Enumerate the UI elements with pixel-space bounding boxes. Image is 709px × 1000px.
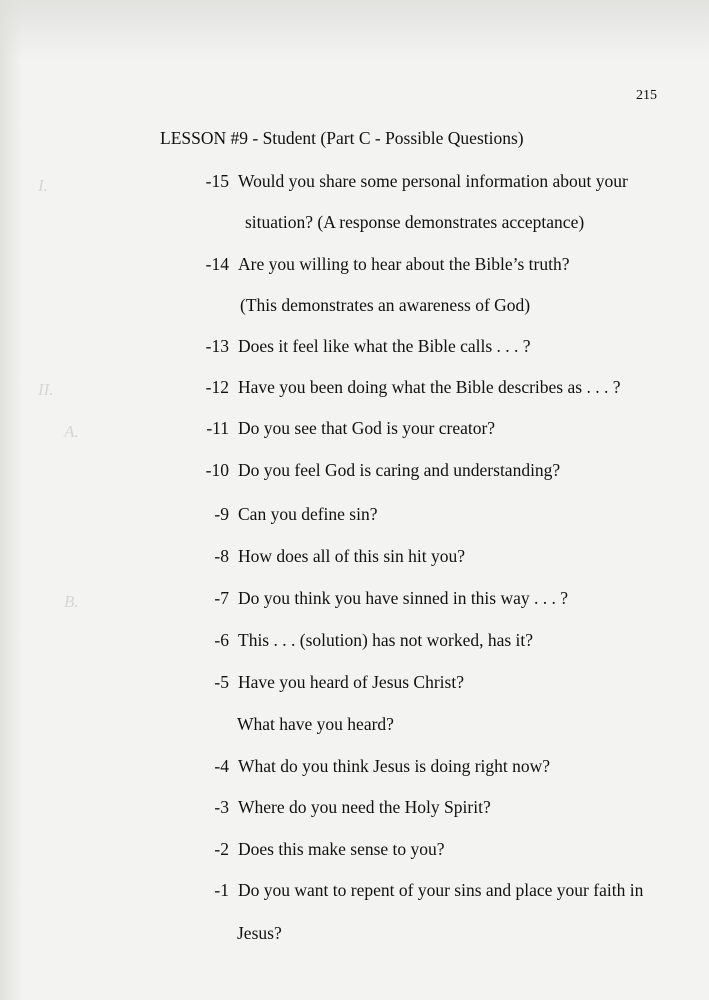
question-text: How does all of this sin hit you? bbox=[238, 546, 465, 566]
bleed-through-mark: A. bbox=[64, 422, 79, 441]
question-text: Do you want to repent of your sins and place your faith in bbox=[238, 880, 644, 900]
question-number: -10 bbox=[205, 460, 229, 480]
question-number: -13 bbox=[205, 336, 229, 356]
question-number: -2 bbox=[214, 839, 229, 859]
question-text: Do you feel God is caring and understanding? bbox=[238, 460, 561, 480]
question-number: -14 bbox=[205, 254, 229, 274]
question-number: -8 bbox=[214, 546, 229, 566]
page-number: 215 bbox=[636, 88, 657, 103]
question-number: -11 bbox=[206, 418, 229, 438]
question-number: -4 bbox=[214, 756, 229, 776]
question-text-continued: (This demonstrates an awareness of God) bbox=[240, 295, 531, 315]
question-text: Does this make sense to you? bbox=[238, 839, 445, 859]
question-text: Are you willing to hear about the Bible’s truth? bbox=[238, 254, 570, 274]
bleed-through-mark: I. bbox=[38, 176, 48, 195]
question-text: Where do you need the Holy Spirit? bbox=[238, 797, 491, 817]
question-text: Have you been doing what the Bible describes as . . . ? bbox=[238, 377, 621, 397]
question-text: Have you heard of Jesus Christ? bbox=[238, 672, 464, 692]
question-number: -9 bbox=[214, 504, 229, 524]
question-text-continued: What have you heard? bbox=[237, 714, 394, 734]
question-number: -6 bbox=[214, 630, 229, 650]
question-text-continued: situation? (A response demonstrates acceptance) bbox=[245, 212, 585, 232]
question-text: Would you share some personal information about your bbox=[238, 171, 628, 191]
question-text: What do you think Jesus is doing right now? bbox=[238, 756, 551, 776]
lesson-title: LESSON #9 - Student (Part C - Possible Questions) bbox=[160, 128, 524, 148]
question-text: Does it feel like what the Bible calls . . . ? bbox=[238, 336, 531, 356]
question-number: -7 bbox=[214, 588, 229, 608]
question-text: Do you see that God is your creator? bbox=[238, 418, 496, 438]
bleed-through-mark: II. bbox=[38, 380, 54, 399]
question-number: -1 bbox=[214, 880, 229, 900]
question-text: Do you think you have sinned in this way . . . ? bbox=[238, 588, 569, 608]
question-number: -5 bbox=[214, 672, 229, 692]
question-number: -3 bbox=[214, 797, 229, 817]
bleed-through-mark: B. bbox=[64, 592, 79, 611]
question-text-continued: Jesus? bbox=[237, 923, 282, 943]
question-text: Can you define sin? bbox=[238, 504, 378, 524]
question-number: -15 bbox=[205, 171, 229, 191]
question-number: -12 bbox=[205, 377, 229, 397]
question-text: This . . . (solution) has not worked, has it? bbox=[238, 630, 534, 650]
